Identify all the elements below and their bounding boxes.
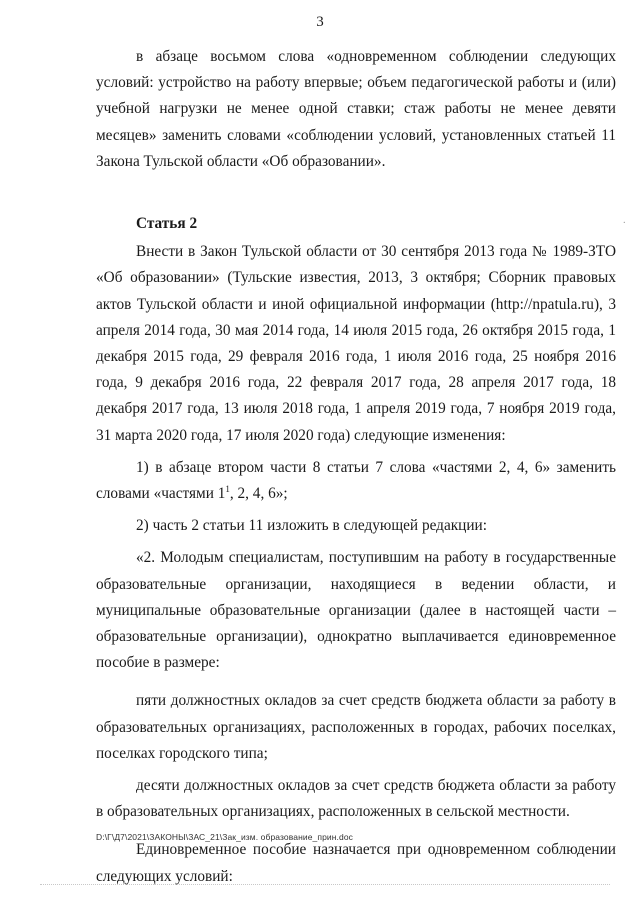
page-number: 3 bbox=[316, 14, 324, 30]
footer-file-path: D:\Г\Д7\2021\ЗАКОНЫ\ЗАС_21\Зак_изм. образование_прин.doc bbox=[96, 832, 354, 842]
document-body bbox=[96, 44, 616, 890]
scan-margin-mark: · bbox=[622, 218, 626, 229]
superscript-1: 1 bbox=[225, 483, 230, 494]
article-heading: Статья 2 bbox=[136, 215, 198, 233]
paragraph-amend-law-intro: Внести в Закон Тульской области от 30 сентября 2013 года № 1989-ЗТО «Об образовании» (Тульские известия, 2013, 3 октября; Сборник правовых актов Тульской области и иной официальной информации (http://npatula.ru), 3 апреля 2014 года, 30 мая 2014 года, 14 июля 2015 года, 26 октября 2015 года, 1 декабря 2015 года, 29 февраля 2016 года, 1 июля 2016 года, 25 ноября 2016 года, 9 декабря 2016 года, 22 февраля 2017 года, 28 апреля 2017 года, 18 декабря 2017 года, 13 июля 2018 года, 1 апреля 2019 года, 7 ноября 2019 года, 31 марта 2020 года, 17 июля 2020 года) следующие изменения: bbox=[96, 243, 616, 444]
paragraph-item-1 bbox=[96, 455, 616, 507]
item-1-text: 1) в абзаце втором части 8 статьи 7 слова «частями 2, 4, 6» заменить словами «частями 1 bbox=[96, 458, 616, 503]
item-1-text-end: , 2, 4, 6»; bbox=[229, 485, 288, 503]
paragraph-amendment-abzats-8: в абзаце восьмом слова «одновременном соблюдении следующих условий: устройство на работу впервые; объем педагогической работы и (или) учебной нагрузки не менее одной ставки; стаж работы не менее девяти месяцев» заменить словами «соблюдении условий, установленных статьей 11 Закона Тульской области «Об образовании». bbox=[96, 48, 616, 170]
paragraph-part-2-new: «2. Молодым специалистам, поступившим на работу в государственные образовательные организации, находящиеся в ведении области, и муниципальные образовательные организации (далее в настоящей части – образовательные организации), однократно выплачивается единовременное пособие в размере: bbox=[96, 549, 616, 672]
paragraph-five-salaries: пяти должностных окладов за счет средств бюджета области за работу в образовательных организациях, расположенных в городах, рабочих поселках, поселках городского типа; bbox=[96, 692, 616, 762]
paragraph-ten-salaries: десяти должностных окладов за счет средств бюджета области за работу в образовательных организациях, расположенных в сельской местности. bbox=[96, 777, 616, 821]
scan-edge-artifact bbox=[40, 884, 610, 886]
paragraph-conditions-intro: Единовременное пособие назначается при одновременном соблюдении следующих условий: bbox=[96, 841, 616, 885]
paragraph-item-2: 2) часть 2 статьи 11 изложить в следующей редакции: bbox=[136, 517, 487, 535]
